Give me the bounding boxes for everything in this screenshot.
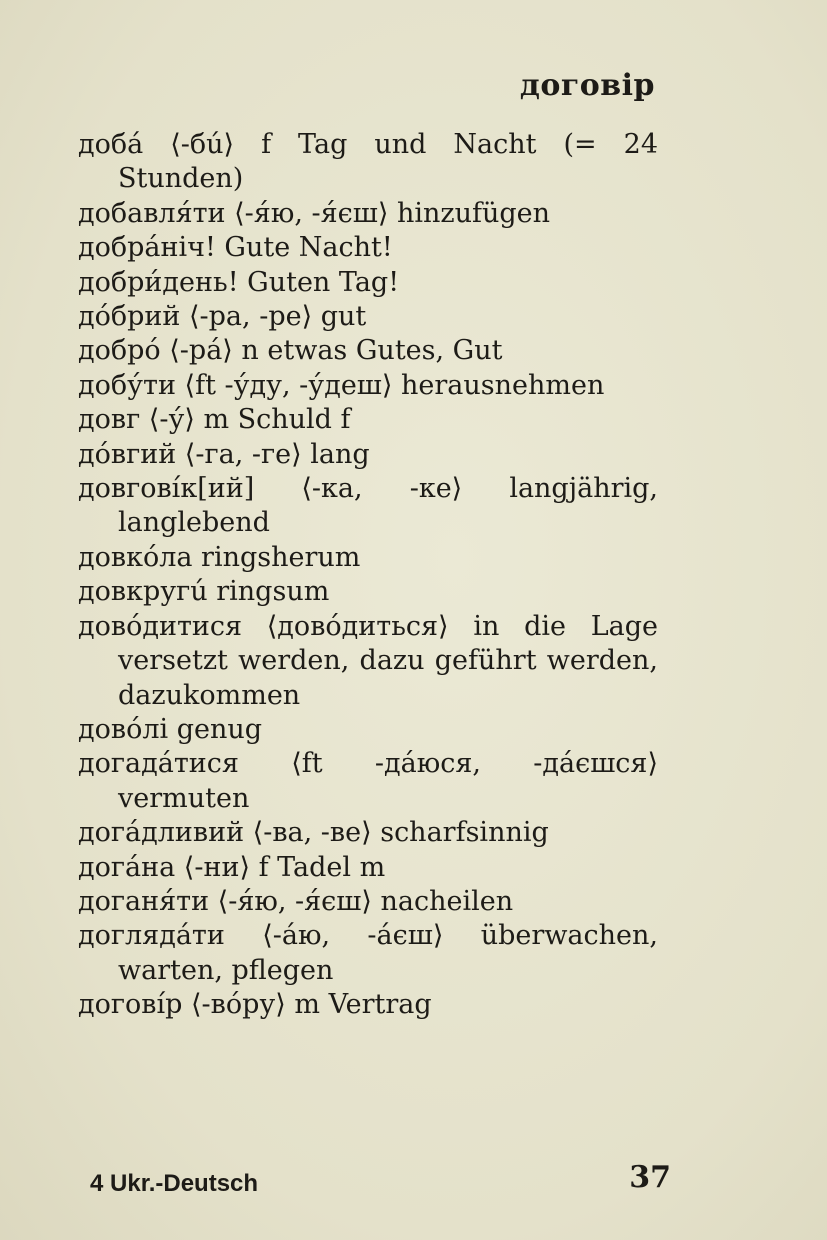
page-number: 37: [629, 1160, 671, 1195]
dictionary-entry: дога́дливий ⟨-ва, -ве⟩ scharfsinnig: [78, 817, 549, 849]
signature-mark: 4 Ukr.-Deutsch: [90, 1170, 259, 1197]
dictionary-entry: довкругú ringsum: [78, 576, 330, 608]
dictionary-entry: доглядáти ⟨-áю, -áєш⟩ überwachen, warten, pflegen: [78, 920, 658, 986]
dictionary-entry: добро́ ⟨-ра́⟩ n etwas Gutes, Gut: [78, 335, 503, 367]
dictionary-entry: дово́дитися ⟨дово́диться⟩ in die Lage versetzt werden, dazu geführt werden, dazukommen: [78, 610, 658, 711]
dictionary-entry: довко́ла ringsherum: [78, 541, 361, 573]
dictionary-entry: довг ⟨-у́⟩ m Schuld f: [78, 404, 351, 436]
dictionary-entry: добри́день! Guten Tag!: [78, 266, 400, 298]
running-head: договір: [519, 68, 655, 103]
dictionary-entry: довговíк[ий] ⟨-ка, -ке⟩ langjährig, langlebend: [78, 473, 658, 539]
dictionary-entry: дога́на ⟨-ни⟩ f Tadel m: [78, 851, 386, 883]
dictionary-entry: договíр ⟨-во́ру⟩ m Vertrag: [78, 989, 432, 1021]
dictionary-entry: добра́ніч! Gute Nacht!: [78, 232, 393, 264]
dictionary-entry: добавля́ти ⟨-я́ю, -я́єш⟩ hinzufügen: [78, 197, 551, 229]
entry-list: [78, 128, 658, 1023]
dictionary-entry: добá ⟨-бú⟩ f Tag und Nacht (= 24 Stunden): [78, 129, 658, 195]
dictionary-entry: дово́лі genug: [78, 713, 263, 745]
dictionary-entry: добу́ти ⟨ft -у́ду, -у́деш⟩ herausnehmen: [78, 369, 605, 401]
dictionary-entry: доганя́ти ⟨-я́ю, -я́єш⟩ nacheilen: [78, 885, 514, 917]
dictionary-entry: до́вгий ⟨-га, -ге⟩ lang: [78, 438, 370, 470]
dictionary-entry: до́брий ⟨-ра, -ре⟩ gut: [78, 301, 367, 333]
dictionary-entry: догада́тися ⟨ft -да́юся, -да́єшся⟩ vermuten: [78, 748, 658, 814]
